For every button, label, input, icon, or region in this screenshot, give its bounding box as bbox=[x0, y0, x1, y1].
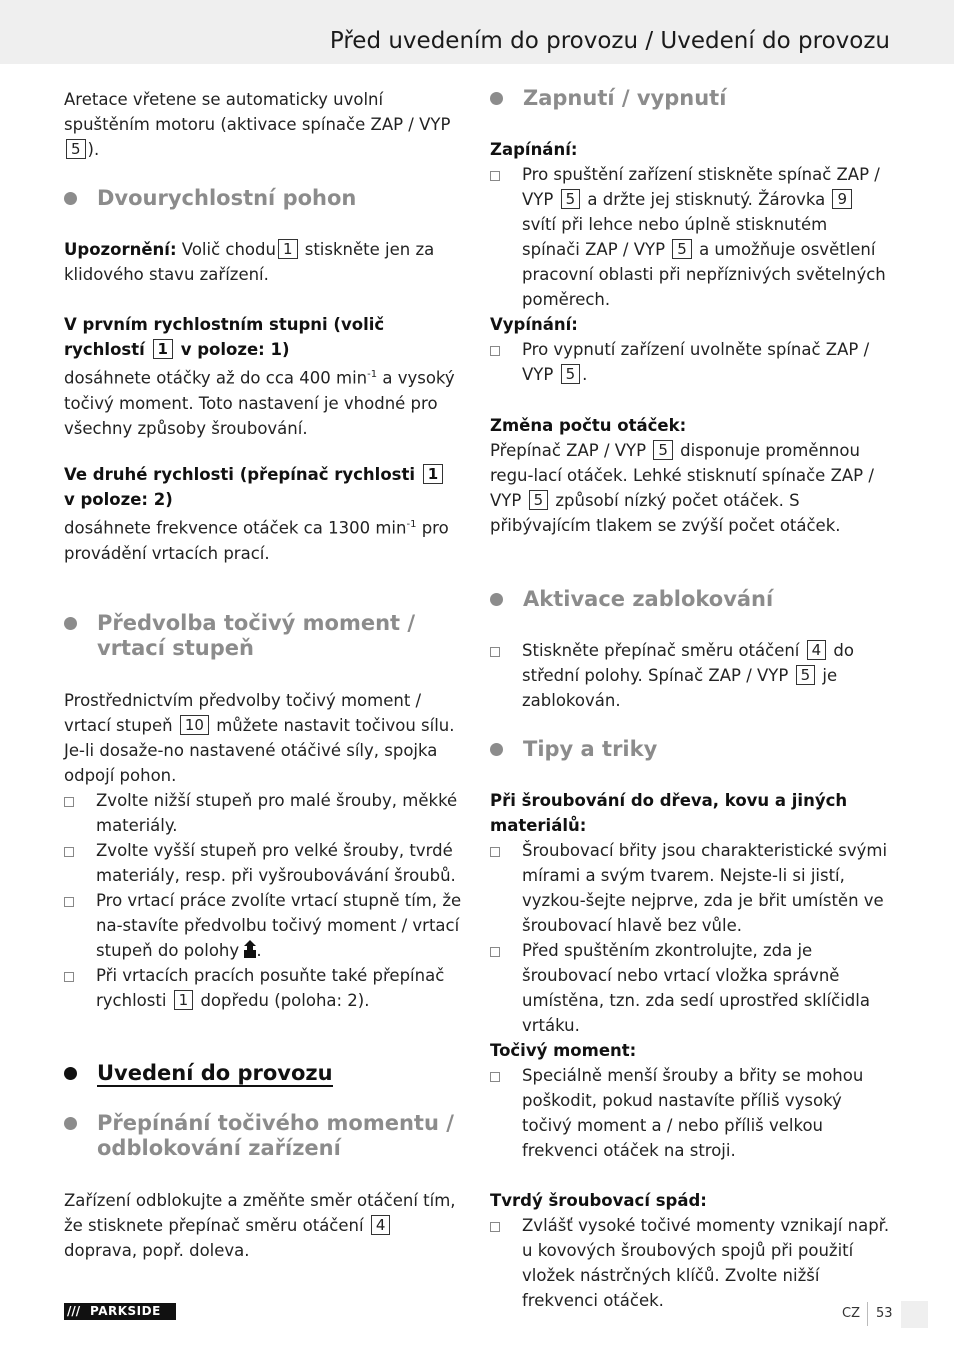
ref-number: 5 bbox=[796, 665, 816, 685]
ref-number: 1 bbox=[174, 990, 194, 1010]
bullet-icon bbox=[490, 743, 503, 756]
checkbox-bullet-icon bbox=[490, 947, 500, 957]
bullet-icon bbox=[490, 92, 503, 105]
speed-change-block: Změna počtu otáček: Přepínač ZAP / VYP 5 disponuje proměnnou regu-lací otáček. Lehké stisknutí spínače ZAP / VYP 5 způsobí nízký počet otáček. S přibývajícím tlakem se zvýší počet otáček. bbox=[490, 416, 874, 535]
section-heading-two-speed: Dvourychlostní pohon bbox=[64, 186, 464, 211]
bullet-icon bbox=[490, 593, 503, 606]
ref-number: 5 bbox=[561, 364, 581, 384]
list-item: Speciálně menší šrouby a břity se mohou poškodit, pokud nastavíte příliš vysoký točivý moment a / nebo příliš velkou frekvenci otáček na stroji. bbox=[490, 1063, 890, 1163]
ref-number: 5 bbox=[653, 440, 673, 460]
ref-number: 1 bbox=[153, 339, 173, 359]
parkside-logo: /// PARKSIDE bbox=[64, 1303, 176, 1320]
checkbox-bullet-icon bbox=[64, 797, 74, 807]
list-item: Stiskněte přepínač směru otáčení 4 do střední polohy. Spínač ZAP / VYP 5 je zablokován. bbox=[490, 638, 890, 713]
ref-number: 1 bbox=[423, 464, 443, 484]
gear2-block: Ve druhé rychlosti (přepínač rychlosti 1 v poloze: 2) dosáhnete frekvence otáček ca 1300 $\min^{-1}$ pro provádění vrtacích prací. bbox=[64, 465, 449, 563]
list-item: Zvolte vyšší stupeň pro velké šrouby, tvrdé materiály, resp. při vyšroubovávání šroubů. bbox=[64, 838, 464, 888]
section-heading-lock: Aktivace zablokování bbox=[490, 587, 890, 612]
ref-number: 9 bbox=[832, 189, 852, 209]
ref-number: 5 bbox=[672, 239, 692, 259]
torque-preset-list bbox=[64, 788, 464, 1013]
checkbox-bullet-icon bbox=[64, 897, 74, 907]
section-heading-tips: Tipy a triky bbox=[490, 737, 890, 762]
section-heading-start-up: Uvedení do provozu bbox=[64, 1061, 464, 1086]
list-item: Pro vrtací práce zvolíte vrtací stupně tím, že na-stavíte předvolbu točivý moment / vrtací stupeň do polohy . bbox=[64, 888, 464, 963]
list-item: Zvlášť vysoké točivé momenty vznikají např. u kovových šroubových spojů při použití vložek nástrčných klíčů. Zvolte nižší frekvenci otáček. bbox=[490, 1213, 890, 1313]
footer-divider bbox=[867, 1302, 868, 1326]
list-item: Před spuštěním zkontrolujte, zda je šroubovací nebo vrtací vložka správně umístěna, tzn. zda sedí uprostřed sklíčidla vrtáku. bbox=[490, 938, 890, 1038]
tips-block-2: Točivý moment: Speciálně menší šrouby a břity se mohou poškodit, pokud nastavíte příliš vysoký točivý moment a / nebo příliš velkou frekvenci otáček na stroji. bbox=[490, 1038, 890, 1163]
tips-block-3: Tvrdý šroubovací spád: Zvlášť vysoké točivé momenty vznikají např. u kovových šroubových spojů při použití vložek nástrčných klíčů. Zvolte nižší frekvenci otáček. bbox=[490, 1188, 890, 1313]
torque-preset-text: Prostřednictvím předvolby točivý moment / vrtací stupeň 10 můžete nastavit točivou sílu. Je-li dosaže-no nastavené otáčivé síly, spojka odpojí pohon. bbox=[64, 691, 455, 785]
drill-mode-icon bbox=[244, 940, 256, 958]
intro-paragraph: Aretace vřetene se automaticky uvolní spuštěním motoru (aktivace spínače ZAP / VYP5 ). bbox=[64, 90, 451, 159]
list-item: Šroubovací břity jsou charakteristické svými mírami a svým tvarem. Nejste-li si jistí, vyzkou-šejte nejprve, zda je břit umístěn ve šroubovací hlavě bez vůle. bbox=[490, 838, 890, 938]
two-speed-note: Upozornění: Volič chodu 1 stiskněte jen za klidového stavu zařízení. bbox=[64, 240, 435, 284]
checkbox-bullet-icon bbox=[490, 171, 500, 181]
torque-switch-text: Zařízení odblokujte a změňte směr otáčení tím, že stisknete přepínač směru otáčení 4 doprava, popř. doleva. bbox=[64, 1191, 456, 1260]
ref-number: 10 bbox=[180, 715, 209, 735]
section-heading-torque-preset: Předvolba točivý moment / vrtací stupeň bbox=[64, 611, 464, 661]
tips-block-1: Při šroubování do dřeva, kovu a jiných materiálů: Šroubovací břity jsou charakteristické svými mírami a svým tvarem. Nejste-li si jistí, vyzkou-šejte nejprve, zda je břit umístěn ve šroubovací hlavě bez vůle. Před spuštěním zkontrolujte, zda je šroubovací nebo vrtací vložka správně umístěna, tzn. zda sedí uprostřed sklíčidla vrtáku. bbox=[490, 788, 890, 1038]
list-item: Při vrtacích pracích posuňte také přepínač rychlosti 1 dopředu (poloha: 2). bbox=[64, 963, 464, 1013]
checkbox-bullet-icon bbox=[490, 847, 500, 857]
bullet-icon bbox=[64, 1117, 77, 1130]
checkbox-bullet-icon bbox=[490, 1072, 500, 1082]
checkbox-bullet-icon bbox=[490, 346, 500, 356]
list-item: Pro vypnutí zařízení uvolněte spínač ZAP / VYP 5 . bbox=[490, 337, 890, 387]
page-header bbox=[0, 0, 954, 64]
footer-tab-marker bbox=[901, 1301, 928, 1328]
ref-number: 1 bbox=[278, 239, 298, 259]
page-number: 53 bbox=[876, 1306, 893, 1321]
checkbox-bullet-icon bbox=[64, 972, 74, 982]
language-code: CZ bbox=[842, 1306, 860, 1321]
bullet-icon bbox=[64, 617, 77, 630]
checkbox-bullet-icon bbox=[490, 1222, 500, 1232]
switch-on-block: Zapínání: Pro spuštění zařízení stiskněte spínač ZAP / VYP 5 a držte jej stisknutý. Žárovka 9 svítí při lehce nebo úplně stisknutém spínači ZAP / VYP 5 a umožňuje osvětlení pracovní oblasti při nepříznivých světelných poměrech. bbox=[490, 137, 890, 312]
bullet-icon bbox=[64, 192, 77, 205]
list-item: Pro spuštění zařízení stiskněte spínač ZAP / VYP 5 a držte jej stisknutý. Žárovka 9 svítí při lehce nebo úplně stisknutém spínači ZAP / VYP 5 a umožňuje osvětlení pracovní oblasti při nepříznivých světelných poměrech. bbox=[490, 162, 890, 312]
page-title: Před uvedením do provozu / Uvedení do provozu bbox=[329, 28, 890, 54]
ref-number: 4 bbox=[371, 1215, 391, 1235]
ref-number: 5 bbox=[529, 490, 549, 510]
bullet-icon bbox=[64, 1067, 77, 1080]
ref-number: 5 bbox=[66, 139, 86, 159]
ref-number: 4 bbox=[807, 640, 827, 660]
list-item: Zvolte nižší stupeň pro malé šrouby, měkké materiály. bbox=[64, 788, 464, 838]
section-heading-on-off: Zapnutí / vypnutí bbox=[490, 86, 890, 111]
gear1-block: V prvním rychlostním stupni (volič rychlostí 1 v poloze: 1) dosáhnete otáčky až do cca 400 $\min^{-1} a$ vysoký točivý moment. Toto nastavení je vhodné pro všechny způsoby šroubování. bbox=[64, 315, 455, 438]
checkbox-bullet-icon bbox=[490, 647, 500, 657]
section-heading-torque-switch: Přepínání točivého momentu / odblokování zařízení bbox=[64, 1111, 464, 1161]
switch-off-block: Vypínání: Pro vypnutí zařízení uvolněte spínač ZAP / VYP 5 . bbox=[490, 312, 890, 387]
lock-list bbox=[490, 638, 890, 713]
ref-number: 5 bbox=[561, 189, 581, 209]
checkbox-bullet-icon bbox=[64, 847, 74, 857]
